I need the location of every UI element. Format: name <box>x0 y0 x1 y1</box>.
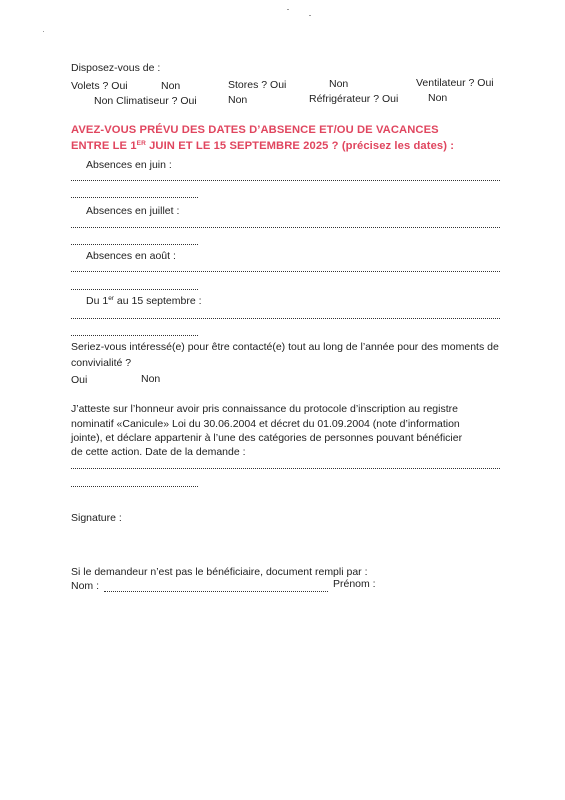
scan-speck <box>287 9 289 10</box>
volets-non-option: Non <box>161 80 181 92</box>
absence-septembre-label: Du 1er au 15 septembre : <box>86 295 202 307</box>
attestation-line2: nominatif «Canicule» Loi du 30.06.2004 et décret du 01.09.2004 (note d’information <box>71 418 460 430</box>
date-demande-line-1[interactable] <box>71 467 500 469</box>
attestation-line1: J’atteste sur l’honneur avoir pris connaissance du protocole d’inscription au registre <box>71 403 458 415</box>
absence-aout-line-2[interactable] <box>71 288 198 290</box>
absence-juin-label: Absences en juin : <box>86 159 172 171</box>
stores-option: Stores ? Oui <box>228 79 287 91</box>
conviviality-question-line2: convivialité ? <box>71 357 132 369</box>
refrigerateur-option: Réfrigérateur ? Oui <box>309 93 399 105</box>
absence-juin-line-2[interactable] <box>71 196 198 198</box>
absence-heading-line1: AVEZ-VOUS PRÉVU DES DATES D’ABSENCE ET/OU DE VACANCES <box>71 124 439 136</box>
absence-septembre-line-2[interactable] <box>71 334 198 336</box>
scan-speck <box>43 31 44 32</box>
filler-nom-line[interactable] <box>104 590 328 592</box>
conviviality-question-line1: Seriez-vous intéressé(e) pour être contacté(e) tout au long de l’année pour des moments de <box>71 341 499 353</box>
absence-juillet-line-2[interactable] <box>71 243 198 245</box>
absence-juillet-line-1[interactable] <box>71 226 500 228</box>
conviviality-oui-option[interactable]: Oui <box>71 374 88 386</box>
scan-speck <box>309 15 311 16</box>
absence-juillet-label: Absences en juillet : <box>86 205 180 217</box>
date-demande-line-2[interactable] <box>71 485 198 487</box>
climatiseur-non-option: Non <box>228 94 248 106</box>
attestation-line3: jointe), et déclare appartenir à l’une des catégories de personnes pouvant bénéficier <box>71 432 463 444</box>
absence-juin-line-1[interactable] <box>71 179 500 181</box>
signature-label: Signature : <box>71 512 122 524</box>
volets-option: Volets ? Oui <box>71 80 128 92</box>
ventilateur-option: Ventilateur ? Oui <box>416 77 494 89</box>
stores-non-option: Non <box>329 78 349 90</box>
climatiseur-option: Non Climatiseur ? Oui <box>94 95 197 107</box>
conviviality-non-option[interactable]: Non <box>141 373 161 385</box>
refrigerateur-non-option: Non <box>428 92 448 104</box>
absence-aout-line-1[interactable] <box>71 270 500 272</box>
absence-heading-line2: ENTRE LE 1ER JUIN ET LE 15 SEPTEMBRE 2025 ? (précisez les dates) : <box>71 140 455 152</box>
attestation-line4: de cette action. Date de la demande : <box>71 446 246 458</box>
filler-intro: Si le demandeur n’est pas le bénéficiaire, document rempli par : <box>71 566 368 578</box>
filler-prenom-label: Prénom : <box>333 578 376 590</box>
equipment-question: Disposez-vous de : <box>71 62 161 74</box>
filler-nom-label: Nom : <box>71 580 100 592</box>
absence-septembre-line-1[interactable] <box>71 317 500 319</box>
absence-aout-label: Absences en août : <box>86 250 176 262</box>
